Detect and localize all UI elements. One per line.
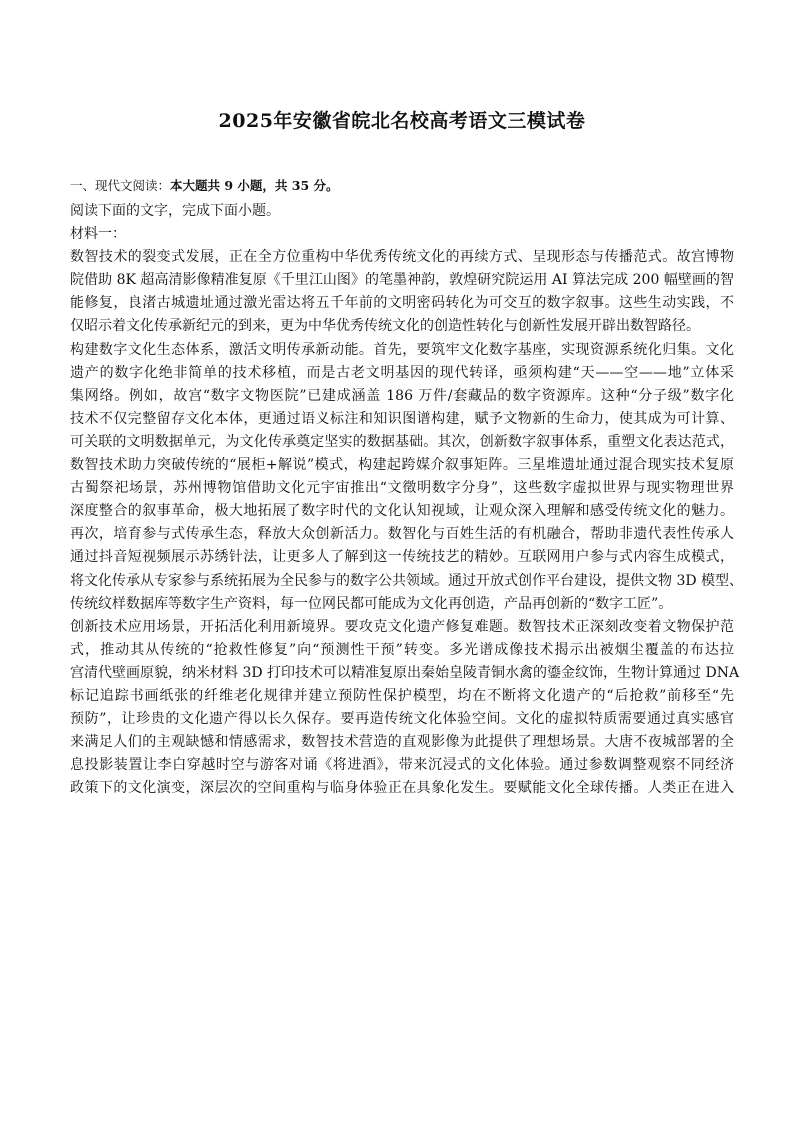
text-line: 政策下的文化演变，深层次的空间重构与临身体验正在具象化发生。要赋能文化全球传播。人类正在进入 (70, 780, 734, 797)
reading-material (70, 200, 744, 800)
text-line: 预防”，让珍贵的文化遗产得以长久保存。要再造传统文化体验空间。文化的虚拟特质需要通过真实感官 (70, 711, 734, 728)
text-line: 可关联的文明数据单元，为文化传承奠定坚实的数据基础。其次，创新数字叙事体系，重塑文化表达范式， (70, 433, 734, 450)
text-line: 创新技术应用场景，开拓活化利用新境界。要攻克文化遗产修复难题。数智技术正深刻改变着文物保护范 (70, 618, 734, 635)
section-heading-detail: 本大题共 9 小题，共 35 分。 (170, 178, 339, 193)
section-heading-prefix: 一、现代文阅读： (70, 178, 171, 193)
text-line: 再次，培育参与式传承生态，释放大众创新活力。数智化与百姓生活的有机融合，帮助非遗代表性传承人 (70, 526, 734, 543)
text-line: 院借助 8K 超高清影像精准复原《千里江山图》的笔墨神韵，敦煌研究院运用 AI 算法完成 200 幅壁画的智 (70, 272, 734, 289)
document-title: 2025年安徽省皖北名校高考语文三模试卷 (218, 110, 586, 132)
material-label: 材料一： (70, 226, 126, 243)
text-line: 集网络。例如，故宫“数字文物医院”已建成涵盖 186 万件/套藏品的数字资源库。这种“分子级”数字化 (70, 387, 734, 404)
text-line: 古蜀祭祀场景，苏州博物馆借助文化元宇宙推出“文徵明数字分身”，这些数字虚拟世界与现实物理世界 (70, 480, 734, 497)
text-line: 宫清代壁画原貌，纳米材料 3D 打印技术可以精准复原出秦始皇陵青铜水禽的鎏金纹饰，生物计算通过 DNA (70, 664, 740, 681)
text-line: 将文化传承从专家参与系统拓展为全民参与的数字公共领域。通过开放式创作平台建设，提供文物 3D 模型、 (70, 572, 744, 589)
text-line: 仅昭示着文化传承新纪元的到来，更为中华优秀传统文化的创造性转化与创新性发展开辟出数智路径。 (70, 318, 700, 335)
text-line: 深度整合的叙事革命，极大地拓展了数字时代的文化认知视域，让观众深入理解和感受传统文化的魅力。 (70, 503, 734, 520)
text-line: 遗产的数字化绝非简单的技术移植，而是古老文明基因的现代转译，亟须构建“天——空——地”立体采 (70, 364, 734, 381)
text-line: 息投影装置让李白穿越时空与游客对诵《将进酒》，带来沉浸式的文化体验。通过参数调整观察不同经济 (70, 757, 734, 774)
section-heading (70, 176, 339, 194)
text-line: 能修复，良渚古城遗址通过激光雷达将五千年前的文明密码转化为可交互的数字叙事。这些生动实践，不 (70, 295, 734, 312)
text-line: 标记追踪书画纸张的纤维老化规律并建立预防性保护模型，均在不断将文化遗产的“后抢救”前移至“先 (70, 687, 734, 704)
document-page (70, 0, 744, 1123)
text-line: 技术不仅完整留存文化本体，更通过语义标注和知识图谱构建，赋予文物新的生命力，使其成为可计算、 (70, 410, 734, 427)
text-line: 来满足人们的主观缺憾和情感需求，数智技术营造的直观影像为此提供了理想场景。大唐不夜城部署的全 (70, 734, 734, 751)
text-line: 数智技术助力突破传统的“展柜+解说”模式，构建起跨媒介叙事矩阵。三星堆遗址通过混合现实技术复原 (70, 457, 734, 474)
text-line: 通过抖音短视频展示苏绣针法，让更多人了解到这一传统技艺的精妙。互联网用户参与式内容生成模式， (70, 549, 734, 566)
text-line: 数智技术的裂变式发展，正在全方位重构中华优秀传统文化的再续方式、呈现形态与传播范式。故宫博物 (70, 249, 734, 266)
instruction-line: 阅读下面的文字，完成下面小题。 (70, 203, 280, 219)
text-line: 传统纹样数据库等数字生产资料，每一位网民都可能成为文化再创造，产品再创新的“数字工匠”。 (70, 595, 673, 612)
text-line: 构建数字文化生态体系，激活文明传承新动能。首先，要筑牢文化数字基座，实现资源系统化归集。文化 (70, 341, 734, 358)
text-line: 式，推动其从传统的“抢救性修复”向“预测性干预”转变。多光谱成像技术揭示出被烟尘覆盖的布达拉 (70, 641, 734, 658)
